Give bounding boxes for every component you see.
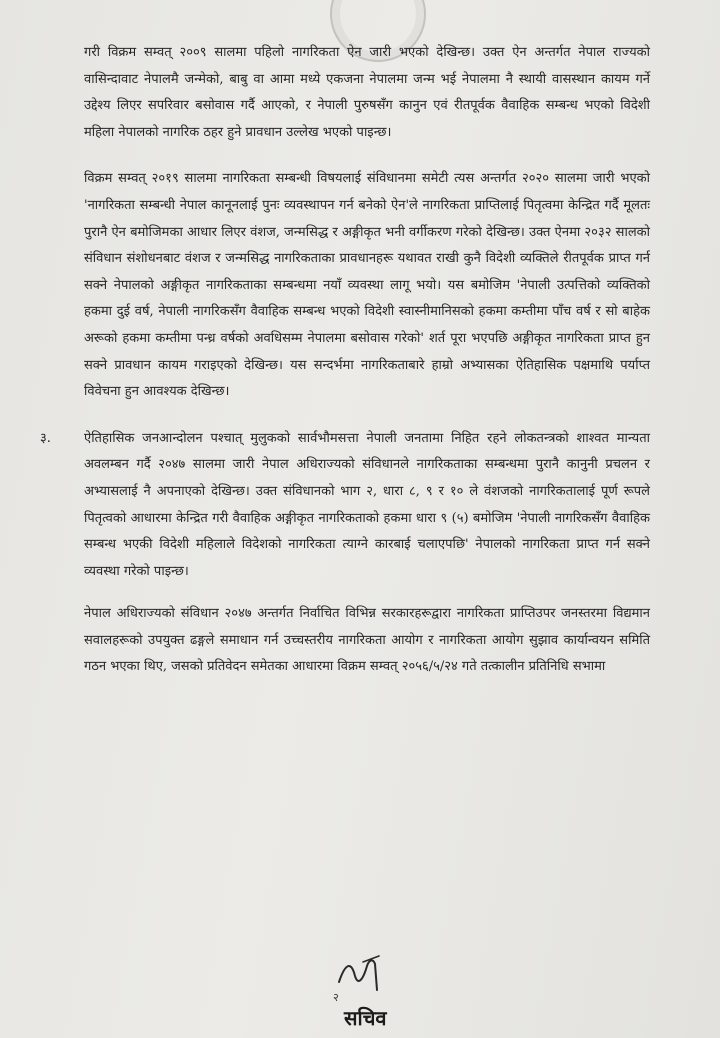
paragraph-first-citizenship-act: गरी विक्रम सम्वत् २००९ सालमा पहिलो नागरिकता ऐन जारी भएको देखिन्छ। उक्त ऐन अन्तर्गत नेपाल राज्यको वासिन्दावाट नेपालमै जन्मेको, बाबु वा आमा मध्ये एकजना नेपालमा जन्म भई नेपालमा नै स्थायी वासस्थान कायम गर्ने उद्देश्य लिएर सपरिवार बसोवास गर्दै आएको, र नेपाली पुरुषसँग कानुन एवं रीतपूर्वक वैवाहिक सम्बन्ध भएको विदेशी महिला नेपालको नागरिक ठहर हुने प्रावधान उल्लेख भएको पाइन्छ। — [84, 45, 650, 140]
item-number: ३. — [40, 430, 51, 446]
page-number: २ — [333, 991, 339, 1004]
paragraph-2019-constitution: विक्रम सम्वत् २०१९ सालमा नागरिकता सम्बन्धी विषयलाई संविधानमा समेटी त्यस अन्तर्गत २०२० सालमा जारी भएको 'नागरिकता सम्बन्धी नेपाल कानूनलाई पुनः व्यवस्थापन गर्न बनेको ऐन'ले नागरिकता प्राप्तिलाई पितृत्वमा केन्द्रित गर्दै मूलतः पुरानै ऐन बमोजिमका आधार लिएर वंशज, जन्मसिद्ध र अङ्गीकृत भनी वर्गीकरण गरेको देखिन्छ। उक्त ऐनमा २०३२ सालको संविधान संशोधनबाट वंशज र जन्मसिद्ध नागरिकताका प्रावधानहरू यथावत राखी कुनै विदेशी व्यक्तिले रीतपूर्वक प्राप्त गर्न सक्ने नेपालको अङ्गीकृत नागरिकताका सम्बन्धमा नयाँ व्यवस्था लागू भयो। यस बमोजिम 'नेपाली उत्पत्तिको व्यक्तिको हकमा दुई वर्ष, नेपाली नागरिकसँग वैवाहिक सम्बन्ध भएको विदेशी स्वास्नीमानिसको हकमा कम्तीमा पाँच वर्ष र सो बाहेक अरूको हकमा कम्तीमा पन्ध्र वर्षको अवधिसम्म नेपालमा बसोवास गरेको' शर्त पूरा भएपछि अङ्गीकृत नागरिकता प्राप्त हुन सक्ने प्रावधान कायम गराइएको देखिन्छ। यस सन्दर्भमा नागरिकताबारे हाम्रो अभ्यासका ऐतिहासिक पक्षमाथि पर्याप्त विवेचना हुन आवश्यक देखिन्छ। — [84, 171, 650, 400]
signatory-title: सचिव — [344, 1006, 387, 1030]
paragraph-citizenship-commission: नेपाल अधिराज्यको संविधान २०४७ अन्तर्गत निर्वाचित विभिन्न सरकारहरूद्वारा नागरिकता प्राप्तिउपर जनस्तरमा विद्यमान सवालहरूको उपयुक्त ढङ्गले समाधान गर्न उच्चस्तरीय नागरिकता आयोग र नागरिकता आयोग सुझाव कार्यान्वयन समिति गठन भएका थिए, जसको प्रतिवेदन समेतका आधारमा विक्रम सम्वत् २०५६/५/२४ गते तत्कालीन प्रतिनिधि सभामा — [84, 606, 650, 675]
paragraph-2047-constitution: ऐतिहासिक जनआन्दोलन पश्चात् मुलुकको सार्वभौमसत्ता नेपाली जनतामा निहित रहने लोकतन्त्रको शाश्वत मान्यता अवलम्बन गर्दै २०४७ सालमा जारी नेपाल अधिराज्यको संविधानले नागरिकताका सम्बन्धमा पुरानै कानुनी प्रचलन र अभ्यासलाई नै अपनाएको देखिन्छ। उक्त संविधानको भाग २, धारा ८, ९ र १० ले वंशजको नागरिकतालाई पूर्ण रूपले पितृत्वको आधारमा केन्द्रित गरी वैवाहिक अङ्गीकृत नागरिकताको हकमा धारा ९ (५) बमोजिम 'नेपाली नागरिकसँग वैवाहिक सम्बन्ध भएकी विदेशी महिलाले विदेशको नागरिकता त्याग्ने कारबाई चलाएपछि' नेपालको नागरिकता प्राप्त गर्न सक्ने व्यवस्था गरेको पाइन्छ। — [84, 430, 650, 579]
numbered-item-3 — [40, 426, 650, 586]
document-body — [40, 40, 650, 681]
signature-mark — [333, 950, 393, 1000]
